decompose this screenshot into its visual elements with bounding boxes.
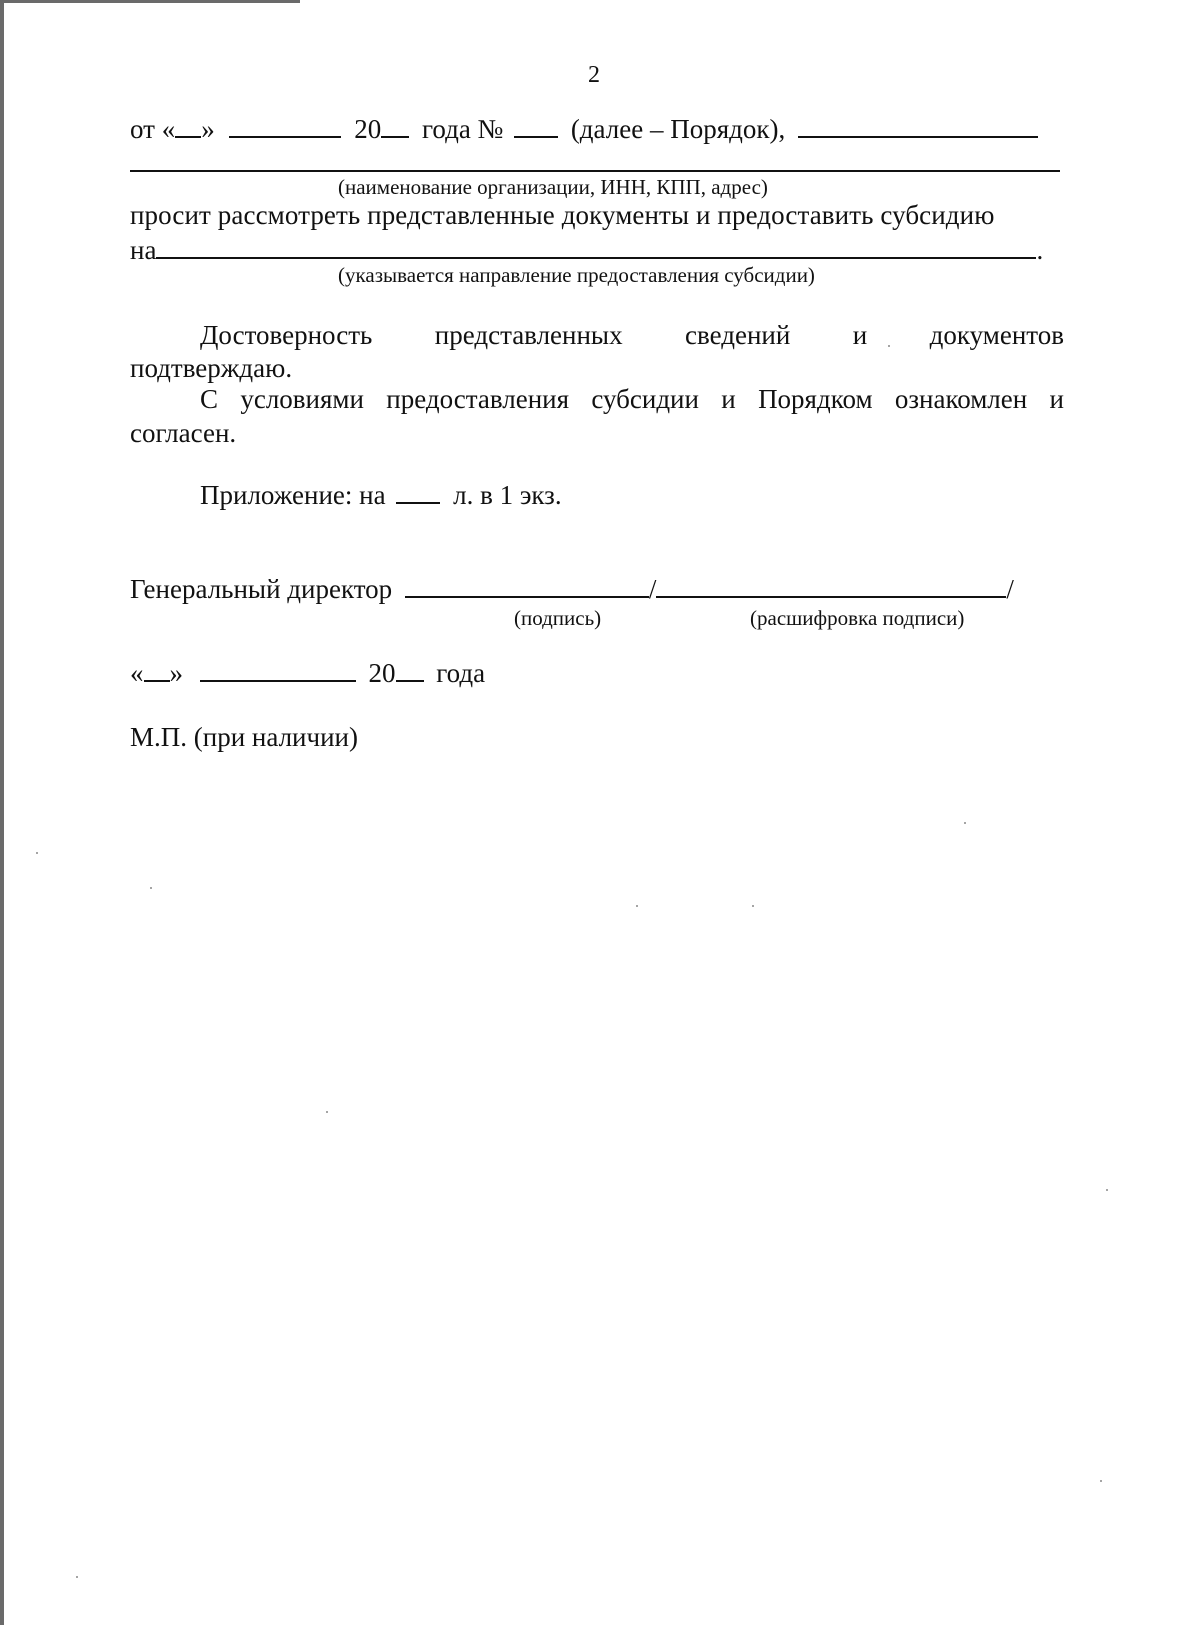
- year-prefix: 20: [354, 114, 382, 144]
- date-year-blank: [396, 658, 424, 682]
- scan-left-edge: [0, 0, 4, 1625]
- reference-line: [130, 114, 1038, 144]
- confirm-continuation: подтверждаю.: [130, 353, 293, 383]
- scan-speck: [964, 822, 966, 824]
- date-month-blank: [200, 658, 356, 682]
- slash-2: /: [1006, 574, 1014, 604]
- number-blank: [514, 114, 558, 138]
- attachment-prefix: Приложение: на: [200, 480, 386, 510]
- caption-decoding: (расшифровка подписи): [750, 606, 965, 630]
- page-number: 2: [588, 62, 600, 88]
- director-line: [130, 574, 1014, 604]
- month-blank: [229, 114, 341, 138]
- org-blank-2: [130, 170, 1060, 172]
- caption-direction: (указывается направление предоставления субсидии): [338, 263, 815, 287]
- caption-signature: (подпись): [514, 606, 602, 630]
- confirm-word: Достоверность: [200, 320, 373, 350]
- director-label: Генеральный директор: [130, 574, 393, 604]
- conditions-word: С: [200, 384, 219, 414]
- scan-speck: [36, 852, 38, 854]
- signature-blank: [405, 574, 649, 598]
- date-line: [130, 658, 485, 688]
- scan-speck: [888, 345, 890, 347]
- conditions-word: и: [1049, 384, 1064, 414]
- conditions-word: субсидии: [591, 384, 699, 414]
- date-close-quote: »: [169, 658, 183, 688]
- scan-speck: [76, 1576, 78, 1578]
- na-end: .: [1036, 235, 1044, 265]
- date-day-blank: [144, 658, 170, 682]
- day-blank: [175, 114, 201, 138]
- date-year-prefix: 20: [368, 658, 396, 688]
- na-label: на: [130, 235, 157, 265]
- confirm-word: сведений: [685, 320, 791, 350]
- scan-speck: [150, 887, 152, 889]
- scan-speck: [1106, 1189, 1108, 1191]
- slash-1: /: [648, 574, 657, 604]
- direction-blank: [156, 235, 1036, 259]
- close-quote: »: [201, 114, 215, 144]
- conditions-word: условиями: [240, 384, 364, 414]
- attachment-line: [200, 480, 562, 510]
- sheets-blank: [396, 480, 440, 504]
- date-open-quote: «: [130, 658, 144, 688]
- na-line: [130, 235, 1043, 265]
- confirm-word: представленных: [434, 320, 623, 350]
- conditions-word: Порядком: [758, 384, 873, 414]
- goda-no-label: года №: [421, 114, 504, 144]
- request-line: просит рассмотреть представленные документы и предоставить субсидию: [130, 200, 995, 230]
- attachment-suffix: л. в 1 экз.: [453, 480, 562, 510]
- year-blank: [381, 114, 409, 138]
- scan-speck: [1100, 1480, 1102, 1482]
- caption-org: (наименование организации, ИНН, КПП, адрес): [338, 175, 768, 199]
- decoding-blank: [656, 574, 1006, 598]
- confirm-line: [200, 320, 1064, 350]
- scan-speck: [636, 905, 638, 907]
- stamp-note: М.П. (при наличии): [130, 722, 358, 752]
- conditions-word: и: [721, 384, 736, 414]
- conditions-continuation: согласен.: [130, 418, 237, 448]
- conditions-word: ознакомлен: [894, 384, 1028, 414]
- confirm-word: документов: [929, 320, 1064, 350]
- scan-speck: [752, 905, 754, 907]
- dalee-label: (далее – Порядок),: [570, 114, 786, 144]
- date-goda: года: [436, 658, 486, 688]
- conditions-line: [200, 384, 1064, 414]
- confirm-word: и: [852, 320, 868, 350]
- org-blank-1: [798, 114, 1038, 138]
- scan-top-edge: [0, 0, 300, 3]
- ot-label: от «: [130, 114, 176, 144]
- scan-speck: [326, 1111, 328, 1113]
- conditions-word: предоставления: [386, 384, 570, 414]
